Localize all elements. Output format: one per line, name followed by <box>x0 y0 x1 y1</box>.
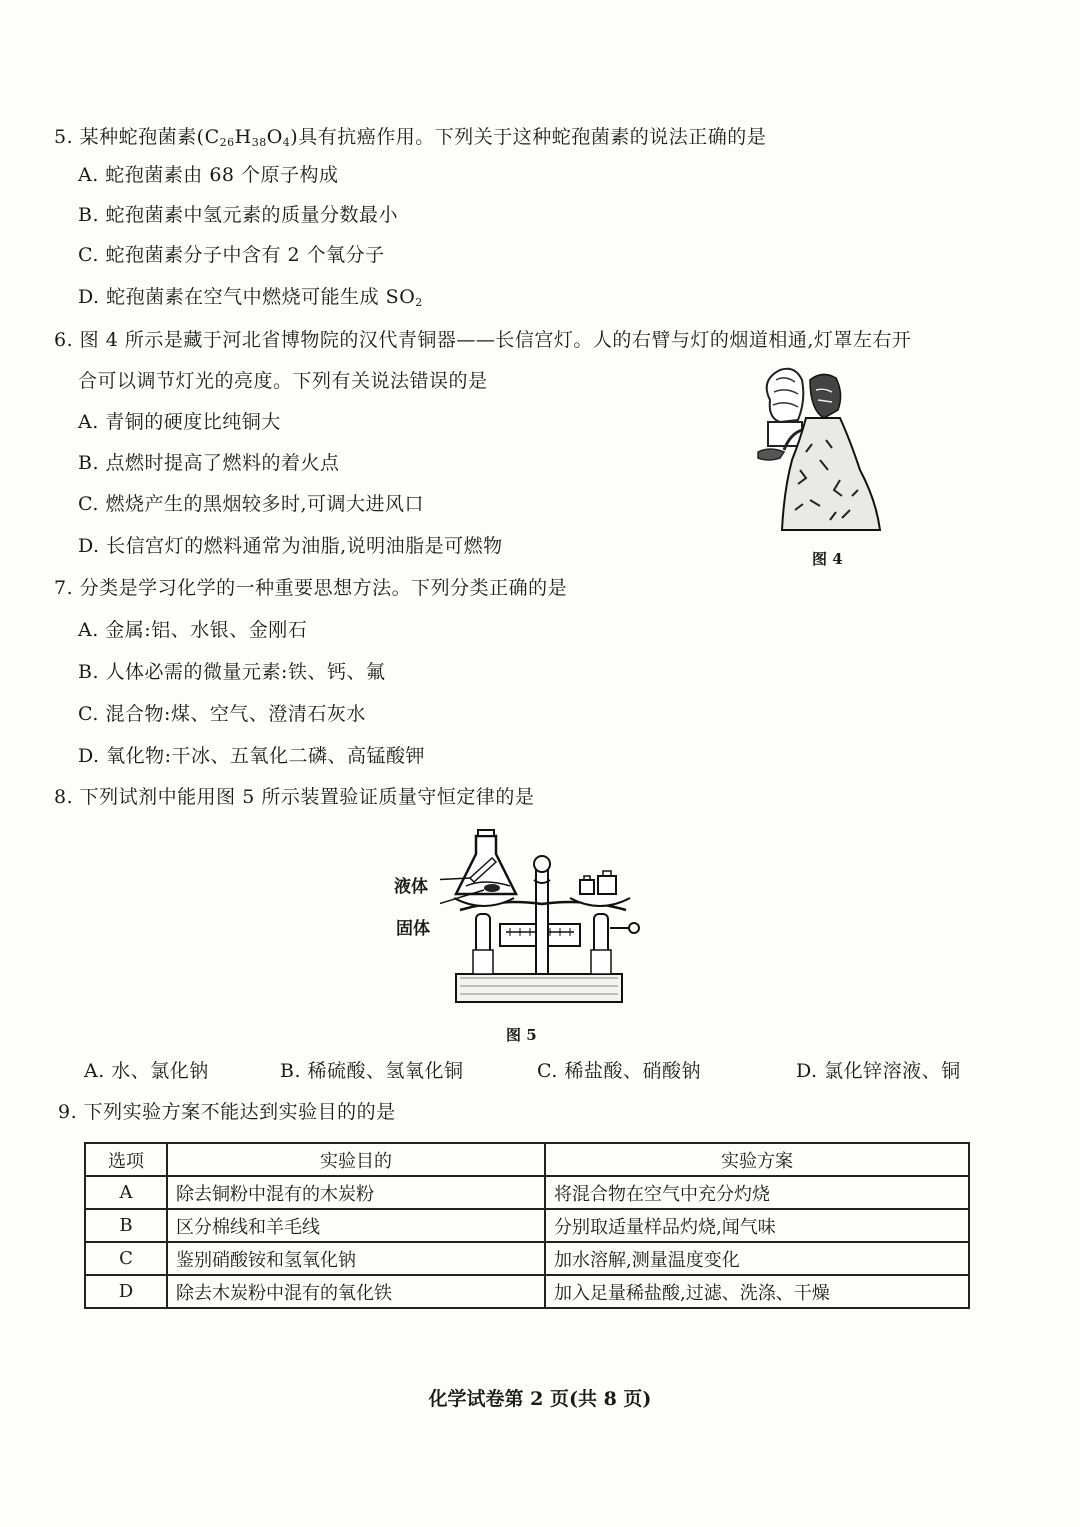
q7-option-b: B. 人体必需的微量元素:铁、钙、氟 <box>78 661 386 683</box>
q6-option-c: C. 燃烧产生的黑烟较多时,可调大进风口 <box>78 493 424 515</box>
q9-stem: 9. 下列实验方案不能达到实验目的的是 <box>58 1101 396 1123</box>
page-footer: 化学试卷第 2 页(共 8 页) <box>428 1388 652 1410</box>
q5-option-d: D. 蛇孢菌素在空气中燃烧可能生成 $SO_2$ <box>78 286 423 309</box>
figure-5-label-liquid: 液体 <box>394 877 428 897</box>
q6-stem-line2: 合可以调节灯光的亮度。下列有关说法错误的是 <box>78 370 488 392</box>
table-row <box>85 1275 969 1308</box>
table-cell-plan: 加水溶解,测量温度变化 <box>545 1242 969 1275</box>
table-cell-purpose: 除去铜粉中混有的木炭粉 <box>167 1176 545 1209</box>
table-cell-plan: 分别取适量样品灼烧,闻气味 <box>545 1209 969 1242</box>
table-row <box>85 1242 969 1275</box>
q8-option-d: D. 氯化锌溶液、铜 <box>796 1060 961 1082</box>
q5-stem: 5. 某种蛇孢菌素$(C_{26}H_{38}O_4)$具有抗癌作用。下列关于这种蛇孢菌素的说法正确的是 <box>54 126 767 149</box>
figure-5-caption: 图 5 <box>506 1026 537 1044</box>
table-cell-purpose: 除去木炭粉中混有的氧化铁 <box>167 1275 545 1308</box>
q8-option-c: C. 稀盐酸、硝酸钠 <box>537 1060 701 1082</box>
figure-5-label-solid: 固体 <box>396 919 430 939</box>
table-header-row <box>85 1143 969 1176</box>
q8-option-b: B. 稀硫酸、氢氧化铜 <box>280 1060 464 1082</box>
q6-stem-line1: 6. 图 4 所示是藏于河北省博物院的汉代青铜器——长信宫灯。人的右臂与灯的烟道相通,灯罩左右开 <box>54 329 912 351</box>
figure-4-lamp-illustration <box>740 360 890 540</box>
q7-option-a: A. 金属:铝、水银、金刚石 <box>78 619 308 641</box>
figure-5-balance-apparatus <box>440 828 650 1018</box>
table-cell-option: B <box>85 1209 167 1242</box>
q5-option-c: C. 蛇孢菌素分子中含有 2 个氧分子 <box>78 244 385 266</box>
q6-option-a: A. 青铜的硬度比纯铜大 <box>78 411 281 433</box>
table-cell-plan: 加入足量稀盐酸,过滤、洗涤、干燥 <box>545 1275 969 1308</box>
table-header-option: 选项 <box>85 1143 167 1176</box>
q7-option-c: C. 混合物:煤、空气、澄清石灰水 <box>78 703 366 725</box>
figure-4-caption: 图 4 <box>812 550 843 568</box>
q6-option-b: B. 点燃时提高了燃料的着火点 <box>78 452 340 474</box>
q8-option-a: A. 水、氯化钠 <box>84 1060 209 1082</box>
table-header-purpose: 实验目的 <box>167 1143 545 1176</box>
q8-stem: 8. 下列试剂中能用图 5 所示装置验证质量守恒定律的是 <box>54 786 535 808</box>
q6-option-d: D. 长信宫灯的燃料通常为油脂,说明油脂是可燃物 <box>78 535 503 557</box>
q9-experiment-table <box>84 1142 970 1309</box>
table-header-plan: 实验方案 <box>545 1143 969 1176</box>
table-cell-purpose: 区分棉线和羊毛线 <box>167 1209 545 1242</box>
q7-option-d: D. 氧化物:干冰、五氧化二磷、高锰酸钾 <box>78 745 426 767</box>
table-cell-option: A <box>85 1176 167 1209</box>
table-cell-option: D <box>85 1275 167 1308</box>
table-row <box>85 1209 969 1242</box>
q7-stem: 7. 分类是学习化学的一种重要思想方法。下列分类正确的是 <box>54 577 568 599</box>
q5-option-a: A. 蛇孢菌素由 68 个原子构成 <box>78 164 339 186</box>
table-cell-plan: 将混合物在空气中充分灼烧 <box>545 1176 969 1209</box>
table-cell-purpose: 鉴别硝酸铵和氢氧化钠 <box>167 1242 545 1275</box>
table-cell-option: C <box>85 1242 167 1275</box>
q5-option-b: B. 蛇孢菌素中氢元素的质量分数最小 <box>78 204 399 226</box>
table-row <box>85 1176 969 1209</box>
